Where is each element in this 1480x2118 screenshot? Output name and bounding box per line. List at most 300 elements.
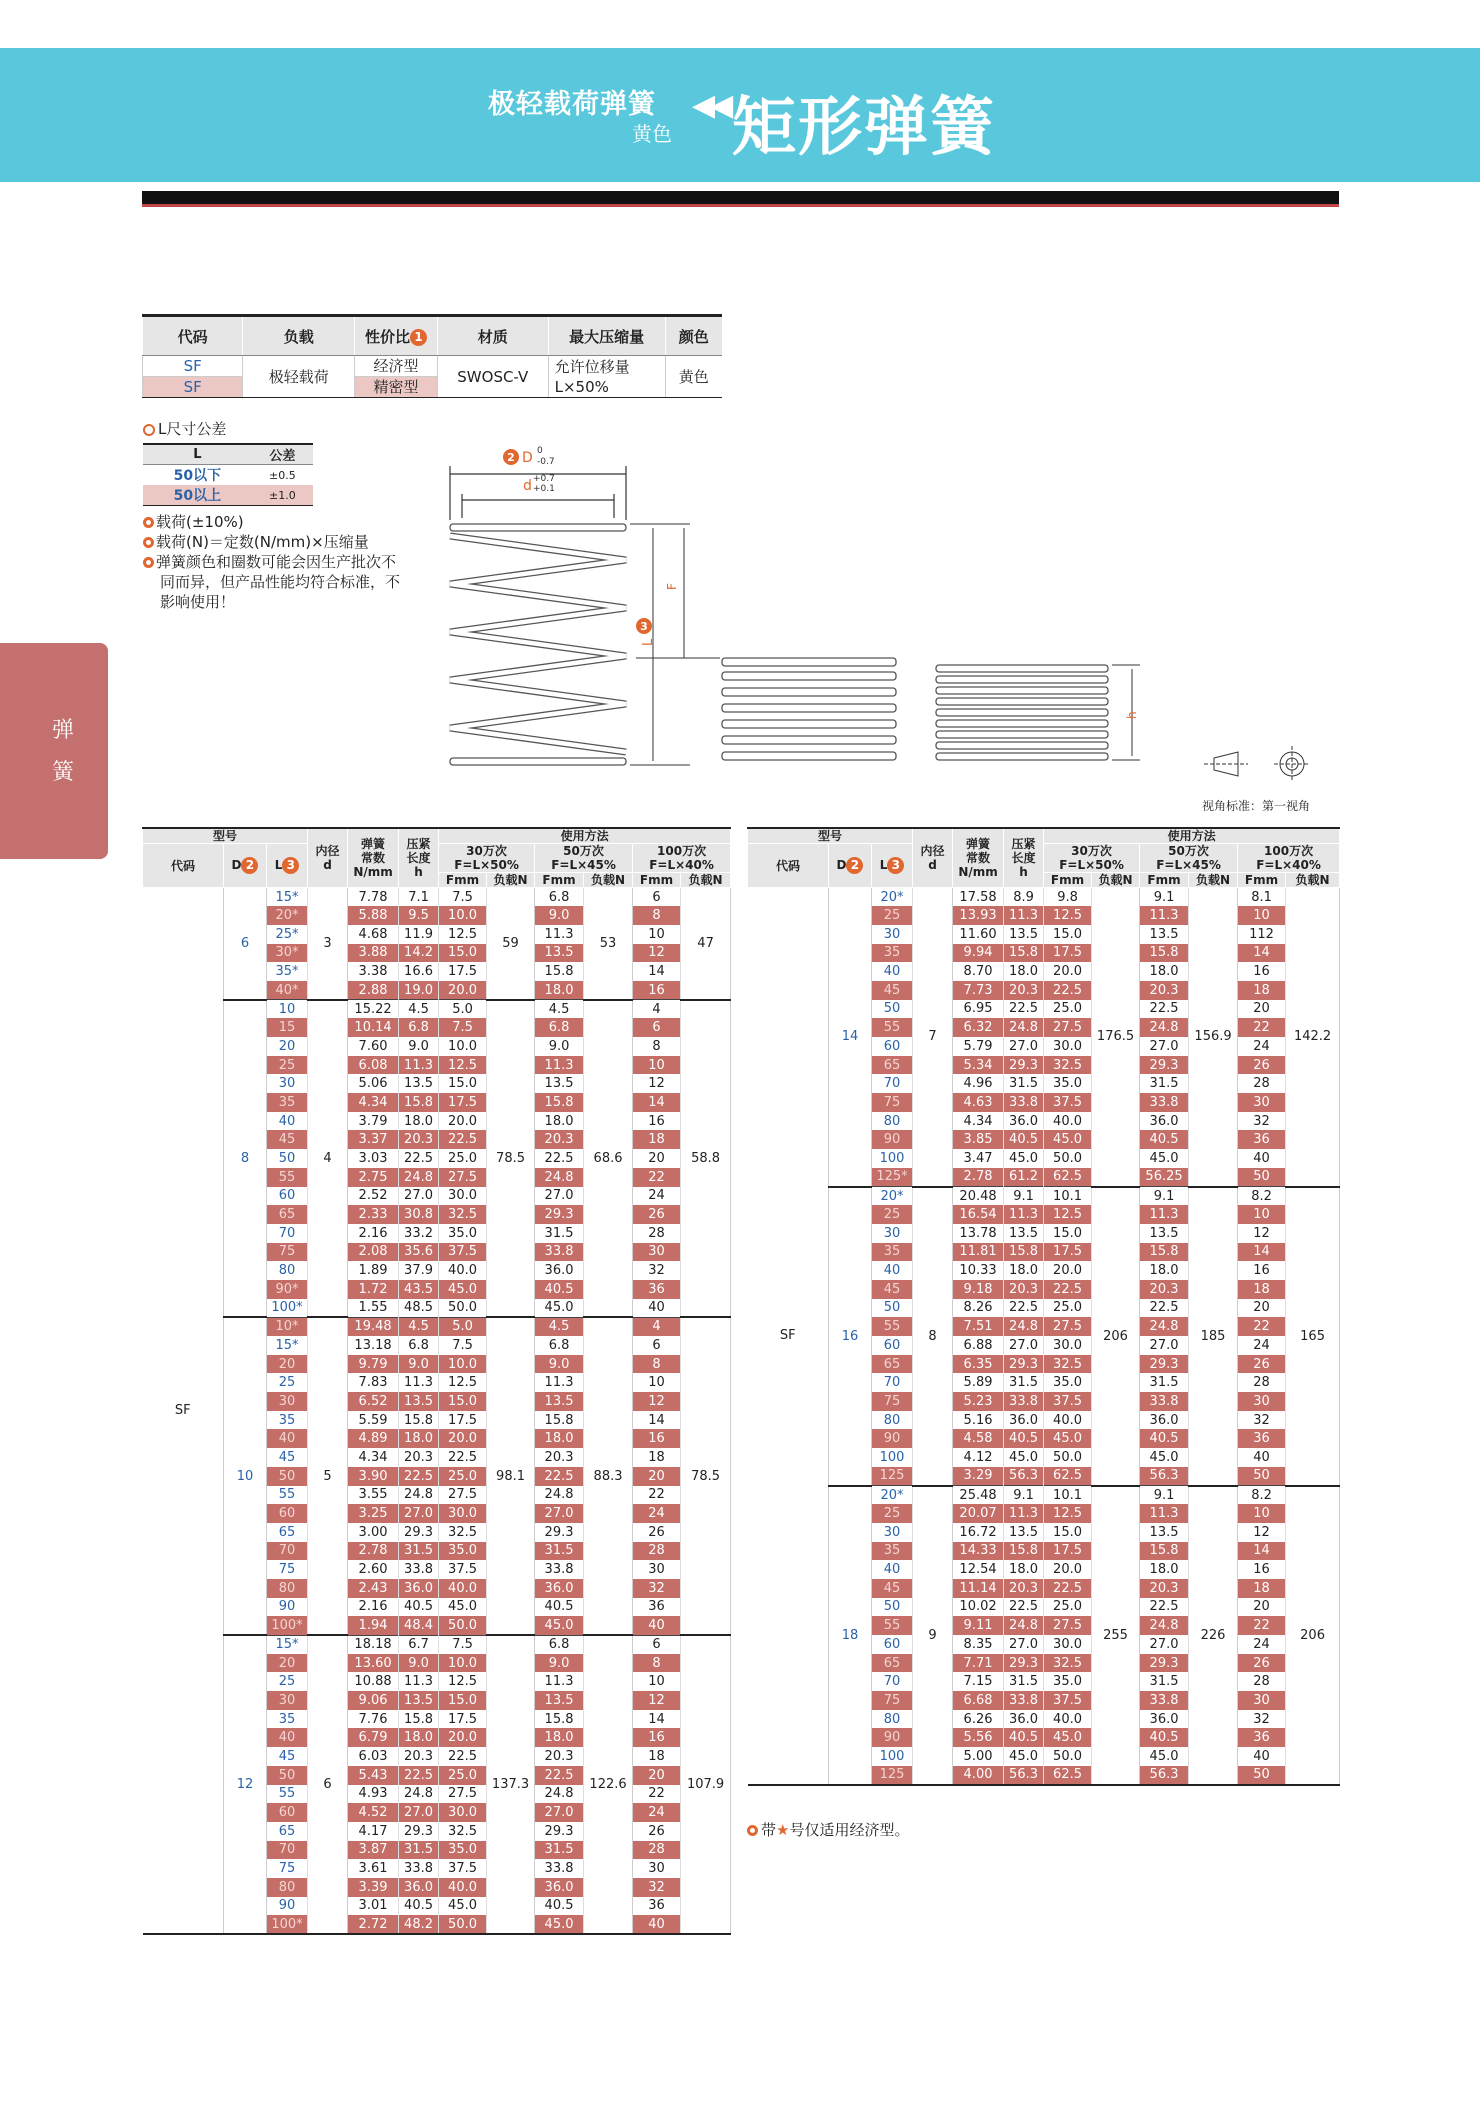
header-fmm: Fmm [633,873,681,888]
spring-constant: 2.16 [348,1598,399,1617]
load-300k: 176.5 [1092,888,1140,1187]
length: 65 [267,1205,308,1224]
length: 40 [267,1429,308,1448]
length: 100* [267,1616,308,1635]
outer-diameter: 12 [224,1635,267,1934]
fmm-500k: 20.3 [535,1747,584,1766]
fmm-1m: 16 [1238,1261,1286,1280]
solid-length: 11.3 [399,1056,439,1075]
spring-constant: 25.48 [953,1486,1004,1505]
fmm-500k: 40.5 [1140,1429,1189,1448]
fmm-300k: 22.5 [439,1130,487,1149]
spring-constant: 3.38 [348,962,399,981]
load-300k: 137.3 [487,1635,535,1934]
fmm-1m: 18 [1238,981,1286,1000]
fmm-1m: 40 [1238,1747,1286,1766]
fmm-300k: 37.5 [439,1560,487,1579]
length: 20* [872,888,913,907]
spring-constant: 5.00 [953,1747,1004,1766]
fmm-500k: 11.3 [1140,906,1189,925]
length: 35* [267,962,308,981]
length: 90* [267,1280,308,1299]
length: 80 [267,1878,308,1897]
fmm-300k: 50.0 [439,1915,487,1934]
solid-length: 33.2 [399,1224,439,1243]
fmm-1m: 30 [633,1560,681,1579]
fmm-500k: 22.5 [1140,1598,1189,1617]
fmm-1m: 40 [1238,1149,1286,1168]
fmm-300k: 40.0 [439,1878,487,1897]
fmm-500k: 33.8 [1140,1093,1189,1112]
fmm-300k: 32.5 [1044,1056,1092,1075]
fmm-300k: 12.5 [439,1672,487,1691]
spring-constant: 1.72 [348,1280,399,1299]
header-cycle-30: 30万次 F=L×50% [439,844,535,873]
fmm-300k: 7.5 [439,1635,487,1654]
length: 25 [267,1373,308,1392]
fmm-500k: 20.3 [535,1448,584,1467]
spring-constant: 5.43 [348,1766,399,1785]
fmm-300k: 62.5 [1044,1467,1092,1486]
fmm-1m: 16 [633,1429,681,1448]
fmm-500k: 15.8 [1140,944,1189,963]
fmm-500k: 56.3 [1140,1766,1189,1785]
length: 80 [267,1579,308,1598]
length: 50 [267,1467,308,1486]
spec-grades: 经济型 精密型 [355,356,438,398]
spring-constant: 3.61 [348,1859,399,1878]
fmm-1m: 16 [1238,1560,1286,1579]
spec-header-compression: 最大压缩量 [548,316,665,356]
solid-length: 9.1 [1004,1486,1044,1505]
solid-length: 9.0 [399,1654,439,1673]
header-cycle-50: 50万次 F=L×45% [535,844,633,873]
fmm-500k: 22.5 [535,1766,584,1785]
length: 55 [872,1616,913,1635]
fmm-500k: 4.5 [535,1317,584,1336]
circled-3-icon: 3 [887,857,904,874]
fmm-1m: 24 [1238,1635,1286,1654]
fmm-1m: 26 [633,1822,681,1841]
fmm-300k: 37.5 [1044,1093,1092,1112]
load-500k: 88.3 [584,1317,633,1635]
fmm-500k: 27.0 [535,1803,584,1822]
spring-constant: 2.88 [348,981,399,1000]
fmm-300k: 32.5 [1044,1355,1092,1374]
length: 60 [872,1037,913,1056]
length: 10* [267,1317,308,1336]
fmm-300k: 25.0 [1044,1000,1092,1019]
fmm-300k: 35.0 [439,1542,487,1561]
solid-length: 29.3 [1004,1056,1044,1075]
fmm-300k: 35.0 [439,1224,487,1243]
length: 40 [872,1261,913,1280]
fmm-500k: 20.3 [1140,1579,1189,1598]
fmm-500k: 18.0 [535,1728,584,1747]
fmm-500k: 24.8 [1140,1317,1189,1336]
fmm-1m: 8.2 [1238,1486,1286,1505]
side-tab[interactable] [0,643,108,859]
fmm-300k: 30.0 [1044,1037,1092,1056]
solid-length: 24.8 [1004,1317,1044,1336]
spring-constant: 3.37 [348,1130,399,1149]
ring-bullet-icon [143,424,155,436]
load-300k: 59 [487,888,535,1000]
length: 90 [872,1728,913,1747]
fmm-1m: 32 [1238,1710,1286,1729]
spec-compression: 允许位移量 L×50% [548,356,665,398]
spring-constant: 13.18 [348,1336,399,1355]
load-300k: 255 [1092,1486,1140,1785]
page-title: 矩形弹簧 [732,91,996,165]
header-rule-accent [142,204,1339,207]
fmm-300k: 7.5 [439,1336,487,1355]
fmm-1m: 14 [633,1710,681,1729]
fmm-500k: 13.5 [1140,925,1189,944]
length: 20* [872,1486,913,1505]
fmm-300k: 12.5 [439,1056,487,1075]
spring-constant: 2.33 [348,1205,399,1224]
fmm-500k: 9.1 [1140,1187,1189,1206]
spring-constant: 6.32 [953,1018,1004,1037]
fmm-300k: 32.5 [1044,1654,1092,1673]
fmm-500k: 31.5 [535,1841,584,1860]
spring-constant: 3.87 [348,1841,399,1860]
spring-constant: 4.17 [348,1822,399,1841]
spring-constant: 12.54 [953,1560,1004,1579]
solid-length: 18.0 [1004,962,1044,981]
solid-length: 20.3 [399,1747,439,1766]
fmm-500k: 13.5 [535,1392,584,1411]
fmm-1m: 14 [1238,944,1286,963]
length: 25 [872,1504,913,1523]
solid-length: 36.0 [399,1579,439,1598]
length: 40 [267,1728,308,1747]
fmm-500k: 24.8 [535,1168,584,1187]
bullet-icon [747,1825,758,1836]
fmm-500k: 13.5 [535,1074,584,1093]
fmm-1m: 14 [633,1093,681,1112]
fmm-1m: 10 [1238,1504,1286,1523]
header-load: 负载N [487,873,535,888]
spring-constant: 5.88 [348,906,399,925]
fmm-300k: 5.0 [439,1317,487,1336]
fmm-300k: 25.0 [439,1467,487,1486]
fmm-500k: 45.0 [1140,1149,1189,1168]
fmm-300k: 45.0 [439,1598,487,1617]
fmm-1m: 20 [1238,1598,1286,1617]
length: 60 [872,1336,913,1355]
spring-constant: 20.07 [953,1504,1004,1523]
fmm-300k: 45.0 [1044,1728,1092,1747]
fmm-1m: 50 [1238,1168,1286,1187]
solid-length: 15.8 [399,1710,439,1729]
solid-length: 11.3 [399,1672,439,1691]
length: 70 [267,1224,308,1243]
fmm-1m: 26 [1238,1654,1286,1673]
header-solid-length: 压紧 长度 h [1004,828,1044,888]
fmm-1m: 14 [633,962,681,981]
fmm-300k: 40.0 [439,1261,487,1280]
spring-constant: 5.34 [953,1056,1004,1075]
length: 60 [267,1504,308,1523]
fmm-500k: 45.0 [1140,1747,1189,1766]
fmm-1m: 40 [1238,1448,1286,1467]
spec-load: 极轻载荷 [243,356,355,398]
spring-constant: 4.93 [348,1785,399,1804]
solid-length: 27.0 [399,1187,439,1206]
fmm-500k: 6.8 [535,1336,584,1355]
spring-constant: 11.60 [953,925,1004,944]
length: 35 [872,944,913,963]
spring-constant: 7.15 [953,1672,1004,1691]
circled-2-icon: 2 [241,857,258,874]
outer-diameter: 18 [829,1486,872,1785]
fmm-300k: 22.5 [1044,1280,1092,1299]
fmm-500k: 27.0 [535,1504,584,1523]
fmm-300k: 45.0 [439,1897,487,1916]
solid-length: 13.5 [1004,1523,1044,1542]
spring-constant: 7.60 [348,1037,399,1056]
spring-constant: 5.79 [953,1037,1004,1056]
fmm-300k: 35.0 [1044,1074,1092,1093]
fmm-1m: 12 [633,1074,681,1093]
length: 45 [267,1130,308,1149]
fmm-1m: 16 [633,1728,681,1747]
spec-material: SWOSC-V [437,356,548,398]
solid-length: 11.9 [399,925,439,944]
spring-constant: 2.08 [348,1243,399,1262]
fmm-500k: 11.3 [535,925,584,944]
solid-length: 18.0 [399,1112,439,1131]
fmm-1m: 30 [633,1243,681,1262]
spring-constant: 4.34 [348,1093,399,1112]
load-1m: 47 [681,888,731,1000]
fmm-1m: 22 [633,1785,681,1804]
fmm-1m: 8.1 [1238,888,1286,907]
star-icon: ★ [776,1821,790,1839]
spring-constant: 4.63 [953,1093,1004,1112]
spring-constant: 2.78 [348,1542,399,1561]
solid-length: 29.3 [399,1523,439,1542]
fmm-1m: 10 [633,1056,681,1075]
solid-length: 6.8 [399,1018,439,1037]
spec-codes: SF SF [143,356,243,398]
solid-length: 11.3 [399,1373,439,1392]
fmm-500k: 31.5 [1140,1074,1189,1093]
length: 45 [872,1579,913,1598]
solid-length: 22.5 [1004,1000,1044,1019]
spring-constant: 4.34 [953,1112,1004,1131]
spring-constant: 7.51 [953,1317,1004,1336]
fmm-1m: 30 [633,1859,681,1878]
fmm-1m: 28 [633,1542,681,1561]
fmm-500k: 31.5 [535,1542,584,1561]
fmm-300k: 30.0 [439,1187,487,1206]
fmm-500k: 20.3 [535,1130,584,1149]
side-tab-char-2: 簧 [52,760,75,785]
fmm-300k: 25.0 [1044,1598,1092,1617]
solid-length: 6.8 [399,1336,439,1355]
fmm-300k: 12.5 [439,925,487,944]
fmm-300k: 12.5 [1044,1504,1092,1523]
spring-constant: 2.60 [348,1560,399,1579]
D-tol-lower: -0.7 [537,457,555,467]
solid-length: 22.5 [1004,1598,1044,1617]
length: 35 [872,1243,913,1262]
header-D: D 2 [224,844,267,888]
solid-length: 8.9 [1004,888,1044,907]
load-500k: 122.6 [584,1635,633,1934]
fmm-1m: 36 [1238,1728,1286,1747]
fmm-1m: 12 [1238,1523,1286,1542]
header-load: 负载N [681,873,731,888]
fmm-300k: 25.0 [439,1149,487,1168]
fmm-300k: 15.0 [1044,1224,1092,1243]
fmm-1m: 28 [633,1224,681,1243]
fmm-500k: 27.0 [1140,1635,1189,1654]
fmm-300k: 25.0 [439,1766,487,1785]
header-cycle-100: 100万次 F=L×40% [1238,844,1340,873]
fmm-500k: 13.5 [535,1691,584,1710]
fmm-500k: 29.3 [535,1822,584,1841]
fmm-300k: 32.5 [439,1205,487,1224]
fmm-500k: 31.5 [535,1224,584,1243]
fmm-500k: 45.0 [535,1299,584,1318]
fmm-500k: 24.8 [1140,1616,1189,1635]
solid-length: 36.0 [399,1878,439,1897]
fmm-1m: 12 [633,944,681,963]
spring-constant: 1.89 [348,1261,399,1280]
fmm-500k: 15.8 [535,1093,584,1112]
length: 20 [267,1654,308,1673]
spring-constant: 7.73 [953,981,1004,1000]
solid-length: 30.8 [399,1205,439,1224]
solid-length: 20.3 [399,1448,439,1467]
solid-length: 40.5 [1004,1728,1044,1747]
spring-constant: 6.88 [953,1336,1004,1355]
solid-length: 7.1 [399,888,439,907]
length: 70 [267,1542,308,1561]
fmm-1m: 28 [1238,1373,1286,1392]
length: 25 [872,1205,913,1224]
spring-constant: 9.94 [953,944,1004,963]
fmm-500k: 33.8 [1140,1691,1189,1710]
solid-length: 13.5 [399,1691,439,1710]
spring-constant: 4.89 [348,1429,399,1448]
fmm-300k: 12.5 [1044,906,1092,925]
spring-constant: 9.06 [348,1691,399,1710]
solid-length: 6.7 [399,1635,439,1654]
header-fmm: Fmm [1140,873,1189,888]
fmm-1m: 36 [633,1598,681,1617]
fmm-1m: 26 [633,1523,681,1542]
length: 70 [267,1841,308,1860]
length: 50 [267,1766,308,1785]
fmm-500k: 6.8 [535,1018,584,1037]
spring-constant: 3.55 [348,1486,399,1505]
solid-length: 13.5 [399,1392,439,1411]
fmm-500k: 15.8 [1140,1542,1189,1561]
fmm-500k: 29.3 [1140,1654,1189,1673]
fmm-1m: 32 [633,1878,681,1897]
length: 90 [267,1598,308,1617]
fmm-500k: 18.0 [535,1112,584,1131]
spring-constant: 15.22 [348,1000,399,1019]
solid-length: 14.2 [399,944,439,963]
fmm-500k: 45.0 [1140,1448,1189,1467]
fmm-300k: 45.0 [439,1280,487,1299]
inner-diameter: 5 [308,1317,348,1635]
length: 80 [872,1411,913,1430]
fmm-1m: 12 [633,1691,681,1710]
fmm-1m: 36 [633,1897,681,1916]
fmm-500k: 29.3 [1140,1355,1189,1374]
fmm-300k: 35.0 [1044,1672,1092,1691]
table-row [143,1000,731,1019]
table-row [748,888,1340,907]
D-tol-upper: 0 [537,446,543,456]
fmm-500k: 22.5 [535,1149,584,1168]
spring-constant: 6.03 [348,1747,399,1766]
solid-length: 31.5 [399,1542,439,1561]
length: 30 [872,1224,913,1243]
header-D: D 2 [829,844,872,888]
length: 60 [267,1803,308,1822]
fmm-300k: 12.5 [439,1373,487,1392]
load-1m: 58.8 [681,1000,731,1318]
tolerance-row-1-tol: ±0.5 [269,468,296,482]
tolerance-header-l: L [193,447,202,462]
spring-constant: 3.90 [348,1467,399,1486]
solid-length: 29.3 [399,1822,439,1841]
solid-length: 48.2 [399,1915,439,1934]
length: 20 [267,1037,308,1056]
fmm-1m: 12 [633,1392,681,1411]
length: 75 [267,1560,308,1579]
solid-length: 36.0 [1004,1411,1044,1430]
fmm-300k: 12.5 [1044,1205,1092,1224]
fmm-300k: 37.5 [439,1243,487,1262]
fmm-300k: 30.0 [1044,1336,1092,1355]
length: 30 [872,925,913,944]
header-inner-dia: 内径 d [308,828,348,888]
fmm-300k: 40.0 [1044,1411,1092,1430]
fmm-1m: 8 [633,1654,681,1673]
spring-constant: 3.25 [348,1504,399,1523]
solid-length: 40.5 [399,1897,439,1916]
spring-constant: 11.81 [953,1243,1004,1262]
solid-length: 33.8 [399,1560,439,1579]
spring-constant: 5.16 [953,1411,1004,1430]
spring-constant: 3.39 [348,1878,399,1897]
length: 20 [267,1355,308,1374]
spring-constant: 6.52 [348,1392,399,1411]
fmm-1m: 20 [1238,1000,1286,1019]
fmm-500k: 29.3 [535,1205,584,1224]
header-usage: 使用方法 [439,828,731,844]
spec-header-code: 代码 [143,316,243,356]
fmm-300k: 15.0 [439,1392,487,1411]
spring-constant: 17.58 [953,888,1004,907]
fmm-300k: 37.5 [439,1859,487,1878]
length: 60 [267,1187,308,1206]
solid-length: 13.5 [399,1074,439,1093]
load-500k: 68.6 [584,1000,633,1318]
length: 35 [267,1710,308,1729]
header-usage: 使用方法 [1044,828,1340,844]
length: 65 [872,1056,913,1075]
